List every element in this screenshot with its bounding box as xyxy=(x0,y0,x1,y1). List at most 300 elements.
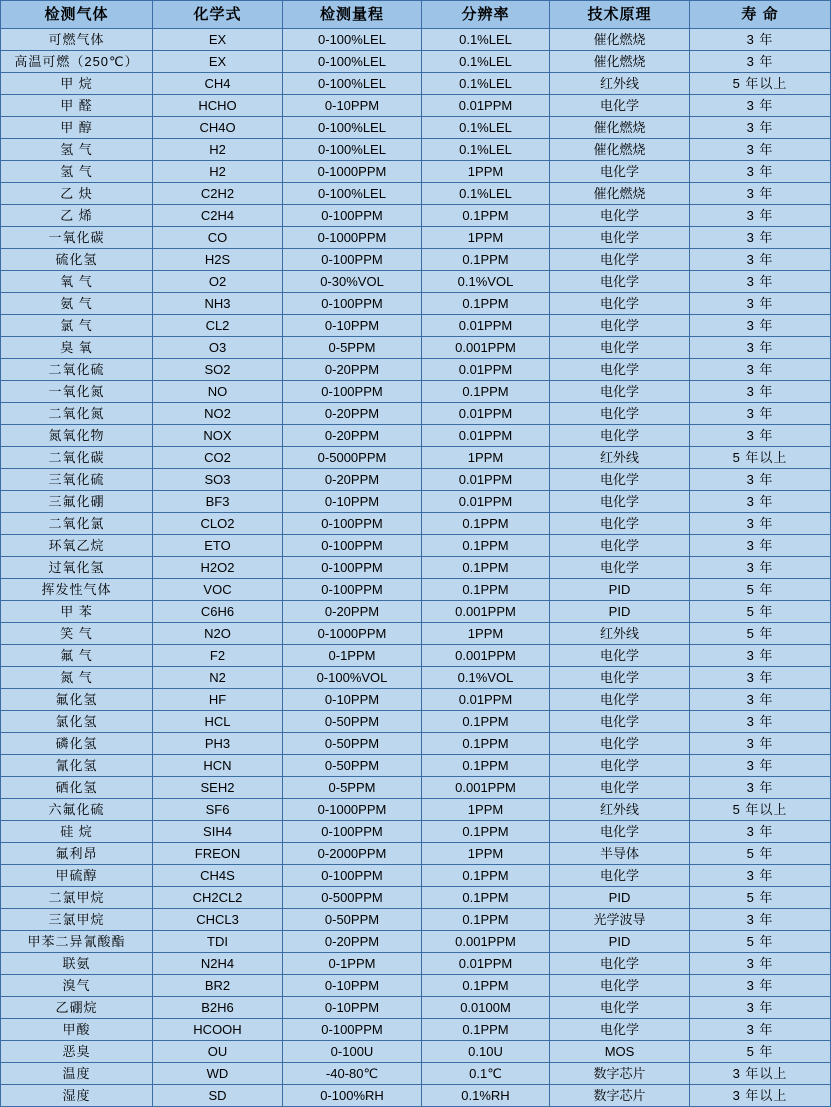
cell-principle: 红外线 xyxy=(550,799,690,821)
cell-formula: BR2 xyxy=(153,975,283,997)
cell-range: 0-100U xyxy=(283,1041,422,1063)
table-row xyxy=(1,1063,831,1085)
table-row xyxy=(1,535,831,557)
cell-range: 0-1000PPM xyxy=(283,623,422,645)
table-row xyxy=(1,1041,831,1063)
cell-principle: 电化学 xyxy=(550,315,690,337)
column-header-gas: 检测气体 xyxy=(1,1,153,29)
cell-principle: 电化学 xyxy=(550,359,690,381)
cell-gas: 二氯甲烷 xyxy=(1,887,153,909)
cell-formula: SO2 xyxy=(153,359,283,381)
table-row xyxy=(1,337,831,359)
cell-lifetime: 3 年 xyxy=(690,293,831,315)
cell-lifetime: 3 年 xyxy=(690,271,831,293)
cell-resolution: 0.1PPM xyxy=(422,975,550,997)
cell-gas: 乙硼烷 xyxy=(1,997,153,1019)
cell-formula: CO xyxy=(153,227,283,249)
cell-formula: OU xyxy=(153,1041,283,1063)
cell-lifetime: 3 年 xyxy=(690,491,831,513)
table-row xyxy=(1,931,831,953)
cell-principle: 红外线 xyxy=(550,623,690,645)
table-body xyxy=(1,29,831,1107)
cell-lifetime: 5 年 xyxy=(690,843,831,865)
cell-gas: 甲 苯 xyxy=(1,601,153,623)
cell-resolution: 0.001PPM xyxy=(422,337,550,359)
cell-range: 0-20PPM xyxy=(283,601,422,623)
table-row xyxy=(1,557,831,579)
cell-lifetime: 3 年 xyxy=(690,1019,831,1041)
cell-formula: H2S xyxy=(153,249,283,271)
cell-formula: NOX xyxy=(153,425,283,447)
cell-principle: 电化学 xyxy=(550,403,690,425)
cell-lifetime: 3 年 xyxy=(690,425,831,447)
cell-lifetime: 3 年 xyxy=(690,315,831,337)
cell-resolution: 0.1%LEL xyxy=(422,183,550,205)
table-row xyxy=(1,293,831,315)
cell-formula: N2O xyxy=(153,623,283,645)
column-header-range: 检测量程 xyxy=(283,1,422,29)
cell-range: 0-100PPM xyxy=(283,557,422,579)
cell-resolution: 0.001PPM xyxy=(422,645,550,667)
table-row xyxy=(1,909,831,931)
cell-lifetime: 3 年 xyxy=(690,953,831,975)
cell-formula: PH3 xyxy=(153,733,283,755)
cell-range: 0-100PPM xyxy=(283,513,422,535)
cell-range: 0-1000PPM xyxy=(283,799,422,821)
cell-principle: 催化燃烧 xyxy=(550,51,690,73)
cell-lifetime: 5 年 xyxy=(690,601,831,623)
cell-range: 0-100PPM xyxy=(283,865,422,887)
cell-principle: 电化学 xyxy=(550,161,690,183)
cell-range: 0-100PPM xyxy=(283,535,422,557)
cell-resolution: 1PPM xyxy=(422,161,550,183)
cell-resolution: 0.1PPM xyxy=(422,711,550,733)
table-row xyxy=(1,139,831,161)
table-row xyxy=(1,821,831,843)
cell-principle: 电化学 xyxy=(550,755,690,777)
cell-gas: 三氯甲烷 xyxy=(1,909,153,931)
cell-principle: 电化学 xyxy=(550,645,690,667)
cell-formula: SEH2 xyxy=(153,777,283,799)
table-row xyxy=(1,953,831,975)
table-row xyxy=(1,975,831,997)
cell-formula: C2H4 xyxy=(153,205,283,227)
cell-formula: CH2CL2 xyxy=(153,887,283,909)
cell-resolution: 1PPM xyxy=(422,447,550,469)
cell-principle: 电化学 xyxy=(550,293,690,315)
cell-principle: 电化学 xyxy=(550,689,690,711)
cell-principle: 电化学 xyxy=(550,711,690,733)
cell-gas: 二氧化硫 xyxy=(1,359,153,381)
table-row xyxy=(1,755,831,777)
cell-formula: CH4S xyxy=(153,865,283,887)
cell-principle: PID xyxy=(550,887,690,909)
table-row xyxy=(1,249,831,271)
cell-resolution: 0.1PPM xyxy=(422,1019,550,1041)
table-row xyxy=(1,403,831,425)
cell-range: 0-20PPM xyxy=(283,931,422,953)
table-row xyxy=(1,799,831,821)
cell-range: 0-20PPM xyxy=(283,469,422,491)
cell-formula: CLO2 xyxy=(153,513,283,535)
cell-lifetime: 3 年 xyxy=(690,865,831,887)
cell-range: 0-10PPM xyxy=(283,975,422,997)
cell-lifetime: 3 年 xyxy=(690,29,831,51)
cell-resolution: 1PPM xyxy=(422,799,550,821)
table-row xyxy=(1,645,831,667)
cell-gas: 联氨 xyxy=(1,953,153,975)
cell-lifetime: 3 年 xyxy=(690,997,831,1019)
table-row xyxy=(1,359,831,381)
cell-principle: 电化学 xyxy=(550,491,690,513)
cell-principle: 电化学 xyxy=(550,997,690,1019)
cell-range: 0-100PPM xyxy=(283,205,422,227)
cell-gas: 二氧化碳 xyxy=(1,447,153,469)
cell-formula: NH3 xyxy=(153,293,283,315)
cell-formula: C2H2 xyxy=(153,183,283,205)
cell-lifetime: 3 年 xyxy=(690,403,831,425)
cell-formula: CL2 xyxy=(153,315,283,337)
cell-principle: 电化学 xyxy=(550,271,690,293)
cell-lifetime: 3 年 xyxy=(690,733,831,755)
cell-gas: 六氟化硫 xyxy=(1,799,153,821)
cell-principle: 电化学 xyxy=(550,425,690,447)
cell-formula: CHCL3 xyxy=(153,909,283,931)
cell-resolution: 0.1%LEL xyxy=(422,29,550,51)
cell-range: 0-100PPM xyxy=(283,1019,422,1041)
cell-range: 0-50PPM xyxy=(283,733,422,755)
cell-formula: NO2 xyxy=(153,403,283,425)
cell-gas: 高温可燃（250℃） xyxy=(1,51,153,73)
cell-gas: 可燃气体 xyxy=(1,29,153,51)
cell-resolution: 0.1PPM xyxy=(422,293,550,315)
cell-range: 0-100%LEL xyxy=(283,117,422,139)
table-row xyxy=(1,183,831,205)
cell-resolution: 0.01PPM xyxy=(422,491,550,513)
cell-resolution: 0.1PPM xyxy=(422,887,550,909)
cell-lifetime: 3 年 xyxy=(690,821,831,843)
cell-formula: ETO xyxy=(153,535,283,557)
cell-resolution: 0.1PPM xyxy=(422,865,550,887)
cell-gas: 氟利昂 xyxy=(1,843,153,865)
cell-principle: 光学波导 xyxy=(550,909,690,931)
cell-range: 0-5PPM xyxy=(283,777,422,799)
cell-gas: 环氧乙烷 xyxy=(1,535,153,557)
cell-formula: WD xyxy=(153,1063,283,1085)
cell-resolution: 0.1PPM xyxy=(422,733,550,755)
cell-gas: 甲苯二异氰酸酯 xyxy=(1,931,153,953)
cell-range: 0-20PPM xyxy=(283,425,422,447)
cell-lifetime: 3 年 xyxy=(690,227,831,249)
cell-range: -40-80℃ xyxy=(283,1063,422,1085)
cell-gas: 笑 气 xyxy=(1,623,153,645)
cell-resolution: 0.0100M xyxy=(422,997,550,1019)
cell-gas: 挥发性气体 xyxy=(1,579,153,601)
cell-principle: 红外线 xyxy=(550,73,690,95)
column-header-formula: 化学式 xyxy=(153,1,283,29)
cell-range: 0-1000PPM xyxy=(283,227,422,249)
cell-formula: SD xyxy=(153,1085,283,1107)
cell-resolution: 0.1PPM xyxy=(422,579,550,601)
cell-gas: 甲硫醇 xyxy=(1,865,153,887)
cell-gas: 湿度 xyxy=(1,1085,153,1107)
cell-lifetime: 3 年 xyxy=(690,535,831,557)
cell-gas: 二氧化氯 xyxy=(1,513,153,535)
cell-gas: 氢 气 xyxy=(1,161,153,183)
cell-formula: SO3 xyxy=(153,469,283,491)
cell-lifetime: 3 年 xyxy=(690,381,831,403)
cell-principle: 电化学 xyxy=(550,1019,690,1041)
cell-lifetime: 5 年以上 xyxy=(690,73,831,95)
cell-gas: 甲 烷 xyxy=(1,73,153,95)
cell-principle: 电化学 xyxy=(550,667,690,689)
cell-gas: 氮 气 xyxy=(1,667,153,689)
cell-formula: H2 xyxy=(153,139,283,161)
cell-resolution: 0.01PPM xyxy=(422,95,550,117)
cell-range: 0-10PPM xyxy=(283,491,422,513)
cell-lifetime: 3 年 xyxy=(690,909,831,931)
cell-principle: 催化燃烧 xyxy=(550,117,690,139)
cell-resolution: 0.1PPM xyxy=(422,535,550,557)
table-row xyxy=(1,381,831,403)
cell-gas: 氮氧化物 xyxy=(1,425,153,447)
cell-principle: 红外线 xyxy=(550,447,690,469)
cell-lifetime: 3 年 xyxy=(690,95,831,117)
cell-range: 0-10PPM xyxy=(283,95,422,117)
table-row xyxy=(1,689,831,711)
cell-range: 0-50PPM xyxy=(283,755,422,777)
cell-formula: B2H6 xyxy=(153,997,283,1019)
cell-gas: 一氧化氮 xyxy=(1,381,153,403)
cell-gas: 一氧化碳 xyxy=(1,227,153,249)
cell-formula: O3 xyxy=(153,337,283,359)
cell-resolution: 0.1PPM xyxy=(422,513,550,535)
cell-resolution: 0.1PPM xyxy=(422,557,550,579)
cell-gas: 乙 烯 xyxy=(1,205,153,227)
table-row xyxy=(1,95,831,117)
cell-resolution: 0.01PPM xyxy=(422,953,550,975)
table-row xyxy=(1,227,831,249)
cell-gas: 氢 气 xyxy=(1,139,153,161)
cell-lifetime: 3 年 xyxy=(690,513,831,535)
cell-range: 0-100%LEL xyxy=(283,139,422,161)
cell-principle: 电化学 xyxy=(550,557,690,579)
table-header xyxy=(1,1,831,29)
cell-principle: 催化燃烧 xyxy=(550,29,690,51)
cell-principle: 电化学 xyxy=(550,469,690,491)
cell-resolution: 0.001PPM xyxy=(422,931,550,953)
cell-lifetime: 3 年以上 xyxy=(690,1063,831,1085)
column-header-resolution: 分辨率 xyxy=(422,1,550,29)
cell-gas: 氯化氢 xyxy=(1,711,153,733)
cell-formula: F2 xyxy=(153,645,283,667)
table-row xyxy=(1,271,831,293)
cell-range: 0-100%LEL xyxy=(283,73,422,95)
cell-gas: 溴气 xyxy=(1,975,153,997)
cell-formula: CO2 xyxy=(153,447,283,469)
table-row xyxy=(1,1019,831,1041)
cell-formula: HF xyxy=(153,689,283,711)
cell-lifetime: 5 年 xyxy=(690,1041,831,1063)
cell-gas: 臭 氧 xyxy=(1,337,153,359)
cell-range: 0-100PPM xyxy=(283,249,422,271)
cell-resolution: 0.1%LEL xyxy=(422,139,550,161)
cell-gas: 乙 炔 xyxy=(1,183,153,205)
cell-range: 0-20PPM xyxy=(283,403,422,425)
cell-resolution: 0.1%LEL xyxy=(422,51,550,73)
table-row xyxy=(1,843,831,865)
cell-range: 0-30%VOL xyxy=(283,271,422,293)
table-row xyxy=(1,865,831,887)
table-row xyxy=(1,777,831,799)
table-row xyxy=(1,711,831,733)
cell-formula: N2H4 xyxy=(153,953,283,975)
cell-gas: 温度 xyxy=(1,1063,153,1085)
cell-principle: 电化学 xyxy=(550,821,690,843)
cell-formula: EX xyxy=(153,51,283,73)
cell-range: 0-50PPM xyxy=(283,909,422,931)
cell-gas: 甲酸 xyxy=(1,1019,153,1041)
cell-formula: NO xyxy=(153,381,283,403)
table-row xyxy=(1,469,831,491)
cell-lifetime: 3 年 xyxy=(690,117,831,139)
cell-lifetime: 3 年 xyxy=(690,645,831,667)
cell-lifetime: 3 年 xyxy=(690,51,831,73)
cell-range: 0-10PPM xyxy=(283,997,422,1019)
cell-principle: 电化学 xyxy=(550,227,690,249)
table-row xyxy=(1,997,831,1019)
cell-principle: 数字芯片 xyxy=(550,1085,690,1107)
cell-resolution: 0.1PPM xyxy=(422,821,550,843)
table-header-row xyxy=(1,1,831,29)
table-row xyxy=(1,425,831,447)
table-row xyxy=(1,29,831,51)
table-row xyxy=(1,513,831,535)
cell-lifetime: 5 年 xyxy=(690,579,831,601)
cell-gas: 甲 醛 xyxy=(1,95,153,117)
cell-range: 0-10PPM xyxy=(283,689,422,711)
cell-gas: 恶臭 xyxy=(1,1041,153,1063)
cell-gas: 磷化氢 xyxy=(1,733,153,755)
cell-resolution: 0.1PPM xyxy=(422,381,550,403)
cell-formula: SF6 xyxy=(153,799,283,821)
cell-range: 0-50PPM xyxy=(283,711,422,733)
table-row xyxy=(1,667,831,689)
cell-formula: H2O2 xyxy=(153,557,283,579)
table-row xyxy=(1,73,831,95)
cell-principle: MOS xyxy=(550,1041,690,1063)
cell-resolution: 0.10U xyxy=(422,1041,550,1063)
cell-formula: O2 xyxy=(153,271,283,293)
cell-lifetime: 3 年以上 xyxy=(690,1085,831,1107)
cell-resolution: 0.1%VOL xyxy=(422,667,550,689)
cell-resolution: 0.1℃ xyxy=(422,1063,550,1085)
cell-lifetime: 3 年 xyxy=(690,337,831,359)
cell-principle: 催化燃烧 xyxy=(550,183,690,205)
cell-range: 0-1PPM xyxy=(283,645,422,667)
cell-gas: 硅 烷 xyxy=(1,821,153,843)
cell-resolution: 0.01PPM xyxy=(422,403,550,425)
cell-resolution: 0.1PPM xyxy=(422,249,550,271)
cell-resolution: 0.1%VOL xyxy=(422,271,550,293)
cell-principle: 电化学 xyxy=(550,975,690,997)
cell-lifetime: 3 年 xyxy=(690,183,831,205)
cell-gas: 氟 气 xyxy=(1,645,153,667)
cell-gas: 氧 气 xyxy=(1,271,153,293)
cell-lifetime: 3 年 xyxy=(690,205,831,227)
cell-gas: 过氧化氢 xyxy=(1,557,153,579)
cell-formula: HCN xyxy=(153,755,283,777)
cell-principle: 电化学 xyxy=(550,95,690,117)
cell-range: 0-20PPM xyxy=(283,359,422,381)
cell-lifetime: 3 年 xyxy=(690,139,831,161)
cell-formula: C6H6 xyxy=(153,601,283,623)
cell-formula: EX xyxy=(153,29,283,51)
cell-gas: 氟化氢 xyxy=(1,689,153,711)
table-row xyxy=(1,205,831,227)
cell-range: 0-10PPM xyxy=(283,315,422,337)
cell-gas: 三氟化硼 xyxy=(1,491,153,513)
cell-lifetime: 5 年 xyxy=(690,623,831,645)
cell-range: 0-100PPM xyxy=(283,293,422,315)
cell-principle: 电化学 xyxy=(550,381,690,403)
cell-principle: 电化学 xyxy=(550,535,690,557)
cell-formula: N2 xyxy=(153,667,283,689)
cell-gas: 二氧化氮 xyxy=(1,403,153,425)
cell-formula: FREON xyxy=(153,843,283,865)
cell-range: 0-1PPM xyxy=(283,953,422,975)
cell-principle: 数字芯片 xyxy=(550,1063,690,1085)
cell-principle: 电化学 xyxy=(550,205,690,227)
cell-formula: H2 xyxy=(153,161,283,183)
cell-range: 0-100%VOL xyxy=(283,667,422,689)
cell-lifetime: 3 年 xyxy=(690,755,831,777)
cell-gas: 硫化氢 xyxy=(1,249,153,271)
cell-range: 0-100%LEL xyxy=(283,51,422,73)
cell-principle: PID xyxy=(550,601,690,623)
cell-resolution: 0.1%LEL xyxy=(422,117,550,139)
cell-resolution: 0.01PPM xyxy=(422,315,550,337)
cell-principle: PID xyxy=(550,931,690,953)
cell-range: 0-100%LEL xyxy=(283,29,422,51)
table-row xyxy=(1,117,831,139)
cell-gas: 氯 气 xyxy=(1,315,153,337)
cell-lifetime: 5 年以上 xyxy=(690,799,831,821)
cell-range: 0-2000PPM xyxy=(283,843,422,865)
cell-gas: 氨 气 xyxy=(1,293,153,315)
cell-resolution: 0.1%LEL xyxy=(422,73,550,95)
cell-resolution: 1PPM xyxy=(422,843,550,865)
cell-range: 0-1000PPM xyxy=(283,161,422,183)
cell-lifetime: 5 年 xyxy=(690,931,831,953)
cell-range: 0-5PPM xyxy=(283,337,422,359)
cell-formula: HCL xyxy=(153,711,283,733)
table-row xyxy=(1,887,831,909)
table-row xyxy=(1,447,831,469)
cell-principle: 半导体 xyxy=(550,843,690,865)
cell-lifetime: 5 年以上 xyxy=(690,447,831,469)
cell-resolution: 0.1PPM xyxy=(422,755,550,777)
cell-gas: 三氧化硫 xyxy=(1,469,153,491)
cell-principle: 电化学 xyxy=(550,865,690,887)
cell-principle: 电化学 xyxy=(550,249,690,271)
cell-formula: HCHO xyxy=(153,95,283,117)
cell-lifetime: 5 年 xyxy=(690,887,831,909)
cell-formula: HCOOH xyxy=(153,1019,283,1041)
table-row xyxy=(1,579,831,601)
cell-gas: 氰化氢 xyxy=(1,755,153,777)
cell-resolution: 0.01PPM xyxy=(422,689,550,711)
